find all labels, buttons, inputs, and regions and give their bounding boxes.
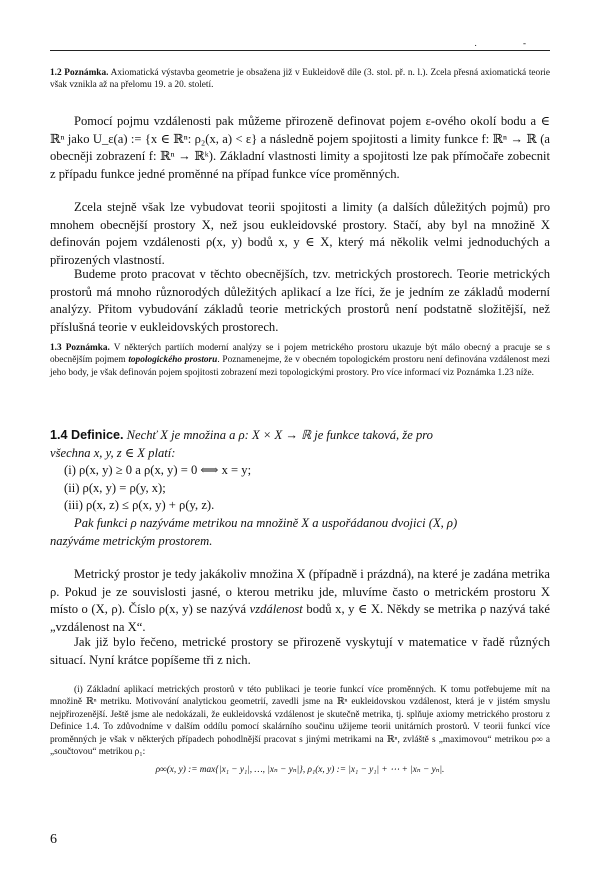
- definition-intro-line1: Nechť X je množina a ρ: X × X → ℝ je funkce taková, že pro: [126, 428, 433, 442]
- paragraph-examples-intro: Jak již bylo řečeno, metrické prostory se přirozeně vyskytují v matematice v řadě různých situací. Nyní krátce popíšeme tři z nich.: [50, 635, 550, 667]
- remark-text-after: . Poznamenejme, že v obecném topologickém prostoru není definována vzdálenost mezi jeho body, je však definován pojem spojitosti zobrazení mezi topologickými prostory. Pro více informací viz Poznámka 1.23 níže.: [50, 355, 550, 378]
- remark-label: 1.2 Poznámka.: [50, 68, 109, 78]
- header-rule: [50, 50, 550, 51]
- remark-text: V některých partiích moderní analýzy se i pojem metrického prostoru ukazuje být málo obecný a pracuje se s obecnějším pojmem: [50, 343, 551, 366]
- footnote-formula: ρ∞(x, y) := max{|x₁ − y₁|, …, |xₙ − yₙ|}, ρ₁(x, y) := |x₁ − y₁| + ⋯ + |xₙ − yₙ|.: [155, 765, 445, 776]
- term-vzdalenost: vzdálenost: [249, 602, 303, 617]
- condition-3: (iii) ρ(x, z) ≤ ρ(x, y) + ρ(y, z).: [64, 498, 215, 513]
- paragraph-neighborhood: Pomocí pojmu vzdálenosti pak můžeme přirozeně definovat pojem ε-ového okolí bodu a ∈ ℝⁿ jako U_ε(a) := {x ∈ ℝⁿ: ρ₂(x, a) < ε} a následně pojem spojitosti a limity funkce f: ℝⁿ → ℝ (a obecněji zobrazení f: ℝⁿ → ℝᵏ). Základní vlastnosti limity a spojitosti lze pak přímočaře zobecnit z případu funkce jedné proměnné na případ funkce více proměnných.: [50, 114, 550, 181]
- remark-label: 1.3 Poznámka.: [50, 343, 110, 353]
- remark-1-2: [50, 67, 550, 92]
- condition-2: (ii) ρ(x, y) = ρ(y, x);: [64, 480, 166, 495]
- page-number: 6: [50, 832, 57, 847]
- remark-text: Axiomatická výstavba geometrie je obsažena již v Eukleidově díle (3. stol. př. n. l.). Zcela přesná axiomatická teorie však vznikla až na přelomu 19. a 20. století.: [50, 68, 551, 91]
- definition-closing-line1: Pak funkci ρ nazýváme metrikou na množině X a uspořádanou dvojici (X, ρ): [74, 515, 458, 530]
- paragraph-general-spaces: Zcela stejně však lze vybudovat teorii spojitosti a limity (a dalších důležitých pojmů) pro mnohem obecnější prostory X, než jsou eukleidovské prostory. Stačí, aby byl na množině X definován pojem vzdálenosti ρ(x, y) bodů x, y ∈ X, který má několik velmi jednoduchých a přirozených vlastností.: [50, 200, 550, 267]
- remark-term: topologického prostoru: [128, 355, 218, 366]
- remark-1-3: [50, 342, 550, 379]
- document-page: [50, 0, 550, 893]
- paragraph-text: Metrický prostor je tedy jakákoliv množina X (případně i prázdná), na které je zadána metrika ρ. Pokud je ze souvislosti jasné, o kterou metriku jde, mluvíme často o metrickém prostoru X místo o (X, ρ). Číslo ρ(x, y) se nazývá: [50, 567, 550, 617]
- footnote-example-i: [50, 684, 550, 777]
- definition-intro-line2: všechna x, y, z ∈ X platí:: [50, 445, 176, 460]
- definition-intro: [50, 427, 550, 445]
- footnote-text: (i) Základní aplikací metrických prostorů v této publikaci je teorie funkcí více proměnných. K tomu potřebujeme mít na množině ℝⁿ metriku. Motivování analytickou geometrií, zavedli jsme na ℝⁿ eukleidovskou vzdálenost, která je v jistém smyslu nejpřirozenější. Ještě jsme ale nedokázali, že eukleidovská vzdálenost je skutečně metrika, tj. splňuje axiomy metrického prostoru z Definice 1.4. To zdůvodníme v dalším oddílu pomocí skalárního součinu užijeme teorii unitárních prostorů. V teorii funkcí více proměnných je však v některých případech pohodlnější pracovat s jinými metrikami na ℝⁿ, zvláště s „maximovou“ metrikou ρ∞ a „součtovou“ metrikou ρ₁:: [50, 685, 550, 758]
- definition-closing-line2: nazýváme metrickým prostorem.: [50, 533, 213, 548]
- paragraph-metric-spaces: Budeme proto pracovat v těchto obecnějších, tzv. metrických prostorech. Teorie metrických prostorů má mnoho různorodých důležitých aplikací a lze říci, že je jedním ze základů moderní analýzy. Přitom vybudování základů teorie metrických prostorů není podstatně složitější, než příslušná teorie v eukleidovských prostorech.: [50, 267, 550, 334]
- definition-label: 1.4 Definice.: [50, 428, 124, 442]
- paragraph-metric-definition-explained: [50, 566, 550, 636]
- paragraph-text-after: bodů x, y ∈ X. Někdy se metrika ρ nazývá také „vzdálenost na X“.: [50, 602, 551, 634]
- running-header-marks: . -: [474, 38, 548, 48]
- condition-1: (i) ρ(x, y) ≥ 0 a ρ(x, y) = 0 ⟺ x = y;: [64, 463, 252, 478]
- definition-1-4: [50, 427, 550, 550]
